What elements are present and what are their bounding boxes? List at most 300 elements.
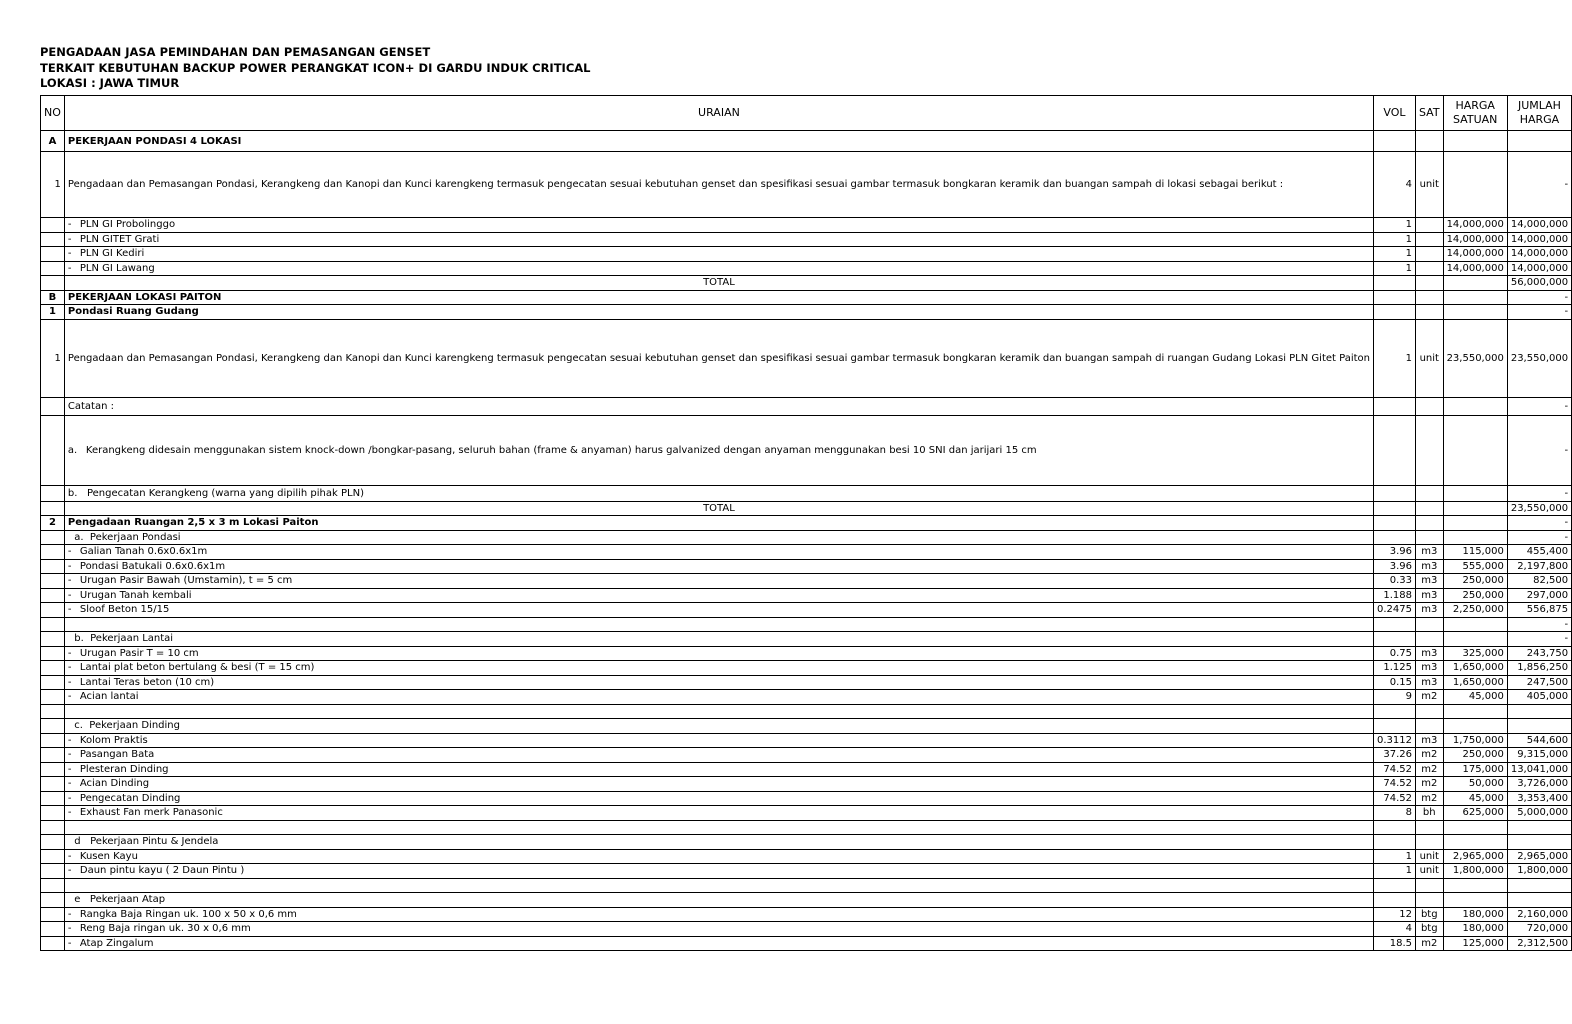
item-description: Daun pintu kayu ( 2 Daun Pintu ) <box>79 865 245 877</box>
table-row <box>41 559 1572 574</box>
cell-no <box>41 632 65 647</box>
cell-uraian: Pondasi Ruang Gudang <box>64 305 1373 320</box>
cell-sat: m2 <box>1415 748 1443 763</box>
table-row <box>41 849 1572 864</box>
cell-uraian: a. Pekerjaan Pondasi <box>64 530 1373 545</box>
cell-no: 1 <box>41 319 65 397</box>
cell-vol <box>1373 530 1415 545</box>
cell-vol: 9 <box>1373 690 1415 705</box>
cell-jumlah-harga: 13,041,000 <box>1507 762 1571 777</box>
cell-harga-satuan: 325,000 <box>1443 646 1507 661</box>
cell-no <box>41 530 65 545</box>
cell-sat <box>1415 835 1443 850</box>
table-row <box>41 878 1572 893</box>
cell-jumlah-harga: 544,600 <box>1507 733 1571 748</box>
cell-harga-satuan <box>1443 704 1507 719</box>
cell-vol <box>1373 276 1415 291</box>
cell-uraian <box>64 762 1373 777</box>
table-row <box>41 762 1572 777</box>
cell-uraian <box>64 617 1373 632</box>
note-letter: a. <box>67 444 78 456</box>
cell-uraian <box>64 646 1373 661</box>
item-description: Pengecatan Dinding <box>79 792 181 804</box>
table-row <box>41 603 1572 618</box>
cell-uraian <box>64 675 1373 690</box>
cell-sat <box>1415 131 1443 152</box>
table-row <box>41 397 1572 415</box>
cell-no <box>41 748 65 763</box>
cell-uraian: Pengadaan Ruangan 2,5 x 3 m Lokasi Paiton <box>64 516 1373 531</box>
cell-vol: 3.96 <box>1373 545 1415 560</box>
cell-jumlah-harga <box>1507 835 1571 850</box>
cell-harga-satuan <box>1443 290 1507 305</box>
cell-jumlah-harga: 3,726,000 <box>1507 777 1571 792</box>
cell-vol <box>1373 131 1415 152</box>
cell-jumlah-harga: - <box>1507 530 1571 545</box>
cell-uraian: Catatan : <box>64 397 1373 415</box>
cost-table <box>40 95 1572 951</box>
bullet-dash: - <box>67 778 72 790</box>
bullet-dash: - <box>67 734 72 746</box>
cell-no <box>41 820 65 835</box>
bullet-dash: - <box>67 923 72 935</box>
cell-sat <box>1415 719 1443 734</box>
table-row <box>41 530 1572 545</box>
cell-jumlah-harga: 1,856,250 <box>1507 661 1571 676</box>
bullet-dash: - <box>67 233 72 245</box>
item-description: Pasangan Bata <box>79 749 155 761</box>
item-description: Urugan Pasir Bawah (Umstamin), t = 5 cm <box>79 575 293 587</box>
cell-total-label: TOTAL <box>64 276 1373 291</box>
cell-sat <box>1415 415 1443 485</box>
col-header-jumlah-harga: JUMLAH HARGA <box>1507 96 1571 131</box>
cell-no <box>41 936 65 951</box>
cell-no: B <box>41 290 65 305</box>
cell-sat: unit <box>1415 319 1443 397</box>
cell-harga-satuan: 14,000,000 <box>1443 247 1507 262</box>
cell-harga-satuan: 1,650,000 <box>1443 675 1507 690</box>
cell-harga-satuan <box>1443 835 1507 850</box>
bullet-dash: - <box>67 763 72 775</box>
table-row <box>41 820 1572 835</box>
cell-harga-satuan: 250,000 <box>1443 588 1507 603</box>
cell-no: 1 <box>41 305 65 320</box>
cell-vol: 1 <box>1373 247 1415 262</box>
cell-sat: m3 <box>1415 545 1443 560</box>
cell-sat: m3 <box>1415 559 1443 574</box>
cell-harga-satuan: 1,750,000 <box>1443 733 1507 748</box>
table-row <box>41 131 1572 152</box>
cell-uraian: b. Pengecatan Kerangkeng (warna yang dipilih pihak PLN) <box>64 485 1373 501</box>
cell-vol: 8 <box>1373 806 1415 821</box>
cell-harga-satuan: 125,000 <box>1443 936 1507 951</box>
cell-sat <box>1415 232 1443 247</box>
cell-no <box>41 247 65 262</box>
cell-uraian <box>64 247 1373 262</box>
cell-harga-satuan: 250,000 <box>1443 574 1507 589</box>
cell-harga-satuan <box>1443 415 1507 485</box>
cell-no <box>41 893 65 908</box>
cell-vol <box>1373 632 1415 647</box>
cell-uraian <box>64 704 1373 719</box>
cell-no <box>41 791 65 806</box>
cell-uraian <box>64 545 1373 560</box>
cell-vol: 1 <box>1373 849 1415 864</box>
cell-vol: 1 <box>1373 319 1415 397</box>
cell-no <box>41 232 65 247</box>
cell-sat <box>1415 305 1443 320</box>
cell-sat <box>1415 617 1443 632</box>
cell-vol: 0.3112 <box>1373 733 1415 748</box>
cell-sat: m3 <box>1415 733 1443 748</box>
cell-sat: m2 <box>1415 791 1443 806</box>
cell-vol: 0.15 <box>1373 675 1415 690</box>
cell-sat <box>1415 261 1443 276</box>
cell-jumlah-harga: 405,000 <box>1507 690 1571 705</box>
cell-jumlah-harga: 2,160,000 <box>1507 907 1571 922</box>
cell-harga-satuan <box>1443 719 1507 734</box>
table-row <box>41 806 1572 821</box>
cell-sat: unit <box>1415 849 1443 864</box>
cell-vol <box>1373 305 1415 320</box>
cell-harga-satuan: 14,000,000 <box>1443 261 1507 276</box>
cell-harga-satuan <box>1443 893 1507 908</box>
col-header-uraian: URAIAN <box>64 96 1373 131</box>
cell-uraian: PEKERJAAN LOKASI PAITON <box>64 290 1373 305</box>
cell-vol <box>1373 893 1415 908</box>
bullet-dash: - <box>67 262 72 274</box>
item-description: PLN GITET Grati <box>79 233 160 245</box>
table-row <box>41 675 1572 690</box>
cell-no <box>41 617 65 632</box>
cell-jumlah-harga: - <box>1507 152 1571 218</box>
col-header-vol: VOL <box>1373 96 1415 131</box>
cell-harga-satuan <box>1443 632 1507 647</box>
cell-sat <box>1415 290 1443 305</box>
cell-sat: bh <box>1415 806 1443 821</box>
cell-uraian <box>64 907 1373 922</box>
cell-no: 2 <box>41 516 65 531</box>
cell-no <box>41 588 65 603</box>
cell-harga-satuan <box>1443 131 1507 152</box>
cell-sat <box>1415 501 1443 516</box>
title-line-1: PENGADAAN JASA PEMINDAHAN DAN PEMASANGAN GENSET <box>40 45 431 59</box>
bullet-dash: - <box>67 850 72 862</box>
cell-harga-satuan: 115,000 <box>1443 545 1507 560</box>
cell-jumlah-harga: 2,312,500 <box>1507 936 1571 951</box>
cell-no <box>41 806 65 821</box>
cell-jumlah-harga <box>1507 893 1571 908</box>
cell-no <box>41 276 65 291</box>
cell-harga-satuan <box>1443 516 1507 531</box>
table-row <box>41 733 1572 748</box>
cell-vol <box>1373 704 1415 719</box>
cell-jumlah-harga: 14,000,000 <box>1507 232 1571 247</box>
cell-jumlah-harga: 243,750 <box>1507 646 1571 661</box>
table-row <box>41 922 1572 937</box>
cell-vol: 0.33 <box>1373 574 1415 589</box>
cell-jumlah-harga: - <box>1507 632 1571 647</box>
table-row <box>41 247 1572 262</box>
cell-jumlah-harga: 56,000,000 <box>1507 276 1571 291</box>
bullet-dash: - <box>67 676 72 688</box>
table-row <box>41 704 1572 719</box>
cell-sat: m3 <box>1415 646 1443 661</box>
cell-uraian <box>64 936 1373 951</box>
item-description: Kolom Praktis <box>79 734 148 746</box>
bullet-dash: - <box>67 219 72 231</box>
cell-jumlah-harga: 455,400 <box>1507 545 1571 560</box>
cell-no <box>41 661 65 676</box>
bullet-dash: - <box>67 749 72 761</box>
cell-jumlah-harga <box>1507 704 1571 719</box>
cell-harga-satuan <box>1443 530 1507 545</box>
cell-vol: 1.125 <box>1373 661 1415 676</box>
cell-jumlah-harga: - <box>1507 397 1571 415</box>
cell-harga-satuan <box>1443 276 1507 291</box>
table-row <box>41 545 1572 560</box>
cell-jumlah-harga: 2,965,000 <box>1507 849 1571 864</box>
item-description: Acian Dinding <box>79 778 150 790</box>
cell-no <box>41 559 65 574</box>
cell-no <box>41 646 65 661</box>
cell-uraian: Pengadaan dan Pemasangan Pondasi, Kerangkeng dan Kanopi dan Kunci karengkeng termasuk pengecatan sesuai kebutuhan genset dan spesifikasi sesuai gambar termasuk bongkaran keramik dan buangan sampah di ruangan Gudang Lokasi PLN Gitet Paiton <box>64 319 1373 397</box>
cell-no: 1 <box>41 152 65 218</box>
cell-uraian <box>64 820 1373 835</box>
cell-sat: m3 <box>1415 574 1443 589</box>
cell-no <box>41 397 65 415</box>
cell-no <box>41 261 65 276</box>
cell-vol <box>1373 290 1415 305</box>
table-row <box>41 632 1572 647</box>
cell-no <box>41 922 65 937</box>
bullet-dash: - <box>67 604 72 616</box>
cell-no <box>41 501 65 516</box>
cell-vol: 1 <box>1373 261 1415 276</box>
item-description: Reng Baja ringan uk. 30 x 0,6 mm <box>79 923 251 935</box>
cell-no <box>41 878 65 893</box>
cell-no <box>41 574 65 589</box>
table-row <box>41 485 1572 501</box>
cell-jumlah-harga: 14,000,000 <box>1507 218 1571 233</box>
cell-no <box>41 415 65 485</box>
table-row <box>41 777 1572 792</box>
cell-jumlah-harga: 23,550,000 <box>1507 319 1571 397</box>
cell-harga-satuan: 14,000,000 <box>1443 232 1507 247</box>
cell-jumlah-harga: 247,500 <box>1507 675 1571 690</box>
cell-uraian: b. Pekerjaan Lantai <box>64 632 1373 647</box>
cell-vol: 3.96 <box>1373 559 1415 574</box>
item-description: Pondasi Batukali 0.6x0.6x1m <box>79 560 226 572</box>
bullet-dash: - <box>67 575 72 587</box>
cell-no <box>41 218 65 233</box>
table-row <box>41 893 1572 908</box>
table-row <box>41 232 1572 247</box>
cell-harga-satuan <box>1443 878 1507 893</box>
cell-uraian <box>64 603 1373 618</box>
cell-sat: m3 <box>1415 588 1443 603</box>
cell-harga-satuan: 50,000 <box>1443 777 1507 792</box>
cell-no <box>41 762 65 777</box>
cell-sat <box>1415 704 1443 719</box>
cell-jumlah-harga: 5,000,000 <box>1507 806 1571 821</box>
cell-vol: 74.52 <box>1373 777 1415 792</box>
cell-no <box>41 485 65 501</box>
item-description: Rangka Baja Ringan uk. 100 x 50 x 0,6 mm <box>79 908 297 920</box>
cell-no <box>41 545 65 560</box>
table-row <box>41 152 1572 218</box>
cell-jumlah-harga <box>1507 131 1571 152</box>
cell-uraian <box>64 588 1373 603</box>
cell-harga-satuan: 2,965,000 <box>1443 849 1507 864</box>
table-row <box>41 864 1572 879</box>
table-row <box>41 907 1572 922</box>
cell-vol: 0.2475 <box>1373 603 1415 618</box>
item-description: Urugan Tanah kembali <box>79 589 192 601</box>
cell-harga-satuan: 250,000 <box>1443 748 1507 763</box>
table-row <box>41 719 1572 734</box>
cell-vol <box>1373 415 1415 485</box>
cell-sat: m3 <box>1415 603 1443 618</box>
cell-harga-satuan: 45,000 <box>1443 690 1507 705</box>
cell-uraian <box>64 849 1373 864</box>
item-description: PLN GI Probolinggo <box>79 219 176 231</box>
table-row <box>41 305 1572 320</box>
cell-vol <box>1373 878 1415 893</box>
col-header-harga-satuan: HARGA SATUAN <box>1443 96 1507 131</box>
cell-sat <box>1415 276 1443 291</box>
bullet-dash: - <box>67 865 72 877</box>
cell-sat <box>1415 516 1443 531</box>
bullet-dash: - <box>67 560 72 572</box>
bullet-dash: - <box>67 662 72 674</box>
cell-uraian <box>64 806 1373 821</box>
cell-no <box>41 864 65 879</box>
bullet-dash: - <box>67 248 72 260</box>
cell-sat <box>1415 878 1443 893</box>
table-row <box>41 588 1572 603</box>
table-row <box>41 276 1572 291</box>
cell-sat <box>1415 485 1443 501</box>
cell-sat: m2 <box>1415 690 1443 705</box>
cell-jumlah-harga: 9,315,000 <box>1507 748 1571 763</box>
table-row <box>41 661 1572 676</box>
cell-no <box>41 603 65 618</box>
cell-uraian <box>64 661 1373 676</box>
item-description: Exhaust Fan merk Panasonic <box>79 807 223 819</box>
cell-harga-satuan: 1,800,000 <box>1443 864 1507 879</box>
cell-sat: m3 <box>1415 675 1443 690</box>
cell-jumlah-harga <box>1507 878 1571 893</box>
cell-vol <box>1373 719 1415 734</box>
cell-no <box>41 849 65 864</box>
table-row <box>41 574 1572 589</box>
cell-uraian <box>64 878 1373 893</box>
cell-sat: m2 <box>1415 936 1443 951</box>
cell-uraian <box>64 559 1373 574</box>
cell-harga-satuan <box>1443 485 1507 501</box>
item-description: Lantai Teras beton (10 cm) <box>79 676 215 688</box>
table-row <box>41 516 1572 531</box>
cell-sat <box>1415 893 1443 908</box>
cell-vol <box>1373 820 1415 835</box>
cell-no: A <box>41 131 65 152</box>
cell-uraian: c. Pekerjaan Dinding <box>64 719 1373 734</box>
cell-no <box>41 690 65 705</box>
cell-sat <box>1415 820 1443 835</box>
table-row <box>41 415 1572 485</box>
item-description: Urugan Pasir T = 10 cm <box>79 647 199 659</box>
cell-vol: 4 <box>1373 152 1415 218</box>
cell-vol: 0.75 <box>1373 646 1415 661</box>
cell-sat <box>1415 397 1443 415</box>
bullet-dash: - <box>67 792 72 804</box>
bullet-dash: - <box>67 908 72 920</box>
cell-harga-satuan: 175,000 <box>1443 762 1507 777</box>
cell-uraian <box>64 232 1373 247</box>
table-row <box>41 261 1572 276</box>
cell-no <box>41 907 65 922</box>
cell-jumlah-harga: 14,000,000 <box>1507 261 1571 276</box>
cell-uraian <box>64 748 1373 763</box>
cell-jumlah-harga: 297,000 <box>1507 588 1571 603</box>
cell-harga-satuan: 625,000 <box>1443 806 1507 821</box>
cell-uraian <box>64 922 1373 937</box>
table-row <box>41 501 1572 516</box>
cell-vol <box>1373 617 1415 632</box>
bullet-dash: - <box>67 937 72 949</box>
cell-vol: 1 <box>1373 232 1415 247</box>
cell-jumlah-harga: 14,000,000 <box>1507 247 1571 262</box>
cell-harga-satuan: 45,000 <box>1443 791 1507 806</box>
cell-jumlah-harga: 1,800,000 <box>1507 864 1571 879</box>
cell-harga-satuan <box>1443 501 1507 516</box>
item-description: Lantai plat beton bertulang & besi (T = 15 cm) <box>79 662 315 674</box>
item-description: PLN GI Lawang <box>79 262 155 274</box>
col-header-sat: SAT <box>1415 96 1443 131</box>
cell-sat <box>1415 530 1443 545</box>
cell-jumlah-harga: - <box>1507 290 1571 305</box>
cell-sat <box>1415 218 1443 233</box>
cell-harga-satuan <box>1443 397 1507 415</box>
cell-uraian <box>64 690 1373 705</box>
table-row <box>41 748 1572 763</box>
table-row <box>41 835 1572 850</box>
bullet-dash: - <box>67 589 72 601</box>
cell-jumlah-harga: - <box>1507 617 1571 632</box>
cell-vol: 74.52 <box>1373 791 1415 806</box>
cell-vol: 4 <box>1373 922 1415 937</box>
bullet-dash: - <box>67 647 72 659</box>
cell-sat: m2 <box>1415 777 1443 792</box>
cell-uraian: e Pekerjaan Atap <box>64 893 1373 908</box>
cell-harga-satuan <box>1443 152 1507 218</box>
cell-no <box>41 777 65 792</box>
bullet-dash: - <box>67 807 72 819</box>
cell-uraian <box>64 261 1373 276</box>
cell-no <box>41 675 65 690</box>
table-row <box>41 218 1572 233</box>
cell-uraian <box>64 415 1373 485</box>
table-row <box>41 936 1572 951</box>
cell-vol <box>1373 485 1415 501</box>
item-description: Acian lantai <box>79 691 139 703</box>
cell-jumlah-harga: 556,875 <box>1507 603 1571 618</box>
cell-vol: 37.26 <box>1373 748 1415 763</box>
cell-vol: 12 <box>1373 907 1415 922</box>
cell-vol <box>1373 516 1415 531</box>
cell-jumlah-harga: 82,500 <box>1507 574 1571 589</box>
